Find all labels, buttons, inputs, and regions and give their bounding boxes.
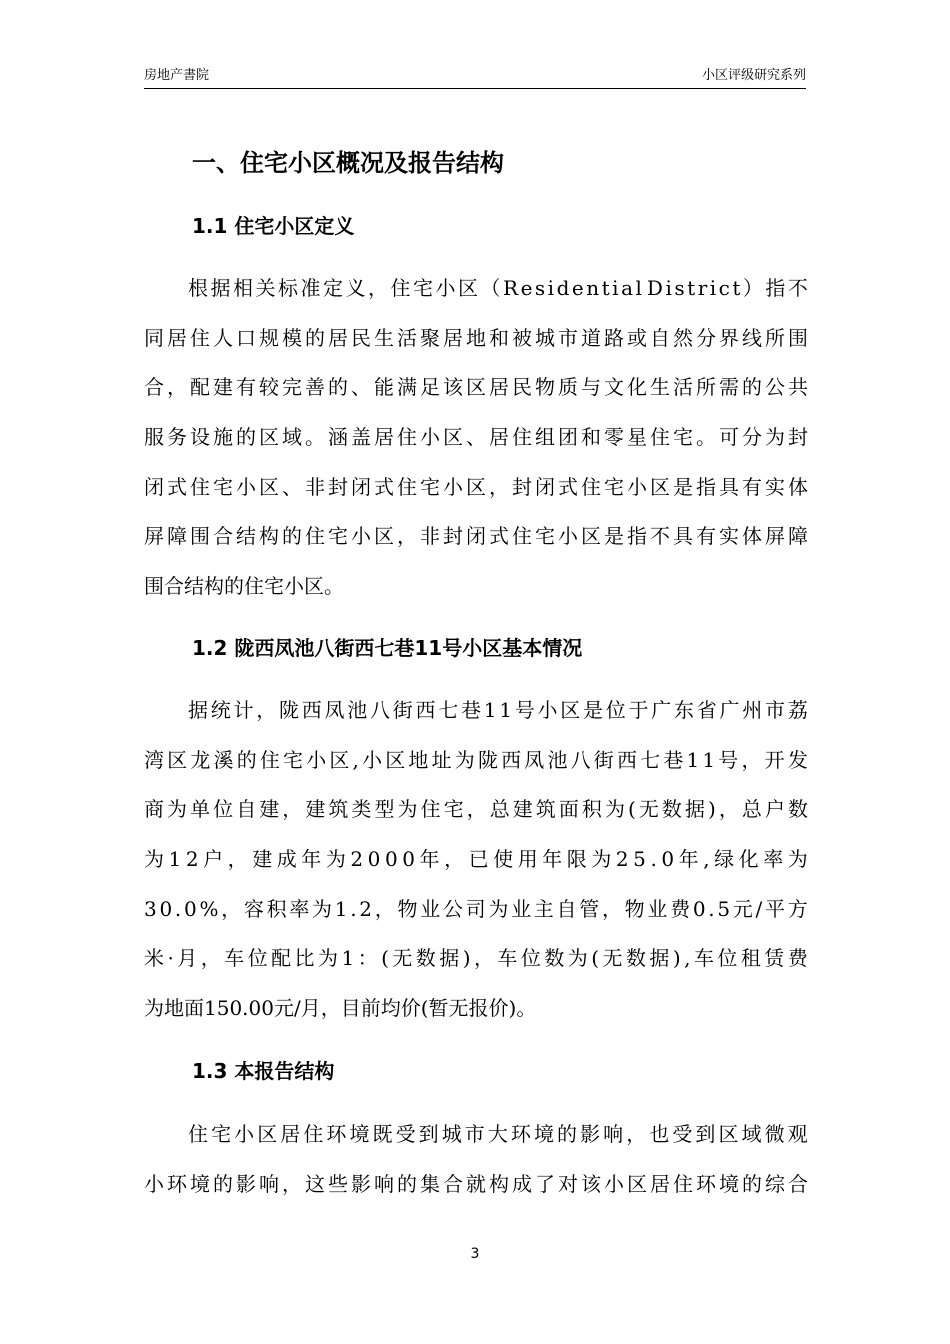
paragraph-line: 为地面150.00元/月，目前均价(暂无报价)。 xyxy=(144,996,537,1021)
section-heading-1-2: 1.2 陇西凤池八街西七巷11号小区基本情况 xyxy=(192,636,583,660)
paragraph-line: 根 据 相 关 标 准 定 义 ， 住 宅 小 区 （ R e s i d e n t i a l D i s t r i c t ） 指 不 xyxy=(188,276,808,300)
chapter-title: 一、住宅小区概况及报告结构 xyxy=(192,149,504,177)
paragraph-line: 湾 区 龙 溪 的 住 宅 小 区 , 小 区 地 址 为 陇 西 凤 池 八 街 西 七 巷 1 1 号 ， 开 发 xyxy=(144,747,808,772)
section-1-1-paragraph xyxy=(144,264,808,612)
paragraph-line: 合 ， 配 建 有 较 完 善 的 、 能 满 足 该 区 居 民 物 质 与 文 化 生 活 所 需 的 公 共 xyxy=(144,375,808,400)
paragraph-line: 住 宅 小 区 居 住 环 境 既 受 到 城 市 大 环 境 的 影 响 ， 也 受 到 区 域 微 观 xyxy=(188,1122,808,1146)
paragraph-line: 据 统 计 ， 陇 西 凤 池 八 街 西 七 巷 1 1 号 小 区 是 位 于 广 东 省 广 州 市 荔 xyxy=(188,698,808,722)
paragraph-line: 闭 式 住 宅 小 区 、 非 封 闭 式 住 宅 小 区 ， 封 闭 式 住 宅 小 区 是 指 具 有 实 体 xyxy=(144,474,808,499)
paragraph-line: 屏 障 围 合 结 构 的 住 宅 小 区 ， 非 封 闭 式 住 宅 小 区 是 指 不 具 有 实 体 屏 障 xyxy=(144,524,808,549)
paragraph-line: 商 为 单 位 自 建 ， 建 筑 类 型 为 住 宅 ， 总 建 筑 面 积 为 ( 无 数 据 ) ， 总 户 数 xyxy=(144,797,808,822)
page-header xyxy=(144,66,806,89)
paragraph-line: 围合结构的住宅小区。 xyxy=(144,574,344,599)
section-1-2-paragraph xyxy=(144,686,808,1034)
paragraph-line: 服 务 设 施 的 区 域 。 涵 盖 居 住 小 区 、 居 住 组 团 和 零 星 住 宅 。 可 分 为 封 xyxy=(144,425,808,450)
page-number: 3 xyxy=(470,1246,480,1262)
paragraph-line: 同 居 住 人 口 规 模 的 居 民 生 活 聚 居 地 和 被 城 市 道 路 或 自 然 分 界 线 所 围 xyxy=(144,325,808,350)
paragraph-line: 3 0 . 0 % ， 容 积 率 为 1 . 2 ， 物 业 公 司 为 业 主 自 管 ， 物 业 费 0 . 5 元 / 平 方 xyxy=(144,896,808,921)
paragraph-line: 为 1 2 户 ， 建 成 年 为 2 0 0 0 年 ， 已 使 用 年 限 为 2 5 . 0 年 , 绿 化 率 为 xyxy=(144,847,808,872)
header-right-title: 小区评级研究系列 xyxy=(701,68,806,83)
paragraph-line: 小 环 境 的 影 响 ， 这 些 影 响 的 集 合 就 构 成 了 对 该 小 区 居 住 环 境 的 综 合 xyxy=(144,1171,808,1196)
section-heading-1-3: 1.3 本报告结构 xyxy=(192,1059,335,1083)
header-left-title: 房地产書院 xyxy=(144,68,210,83)
section-1-3-paragraph xyxy=(144,1110,808,1209)
paragraph-line: 米 · 月 ， 车 位 配 比 为 1 ： ( 无 数 据 ) ， 车 位 数 为 ( 无 数 据 ) , 车 位 租 赁 费 xyxy=(144,946,808,971)
section-heading-1-1: 1.1 住宅小区定义 xyxy=(192,214,355,238)
